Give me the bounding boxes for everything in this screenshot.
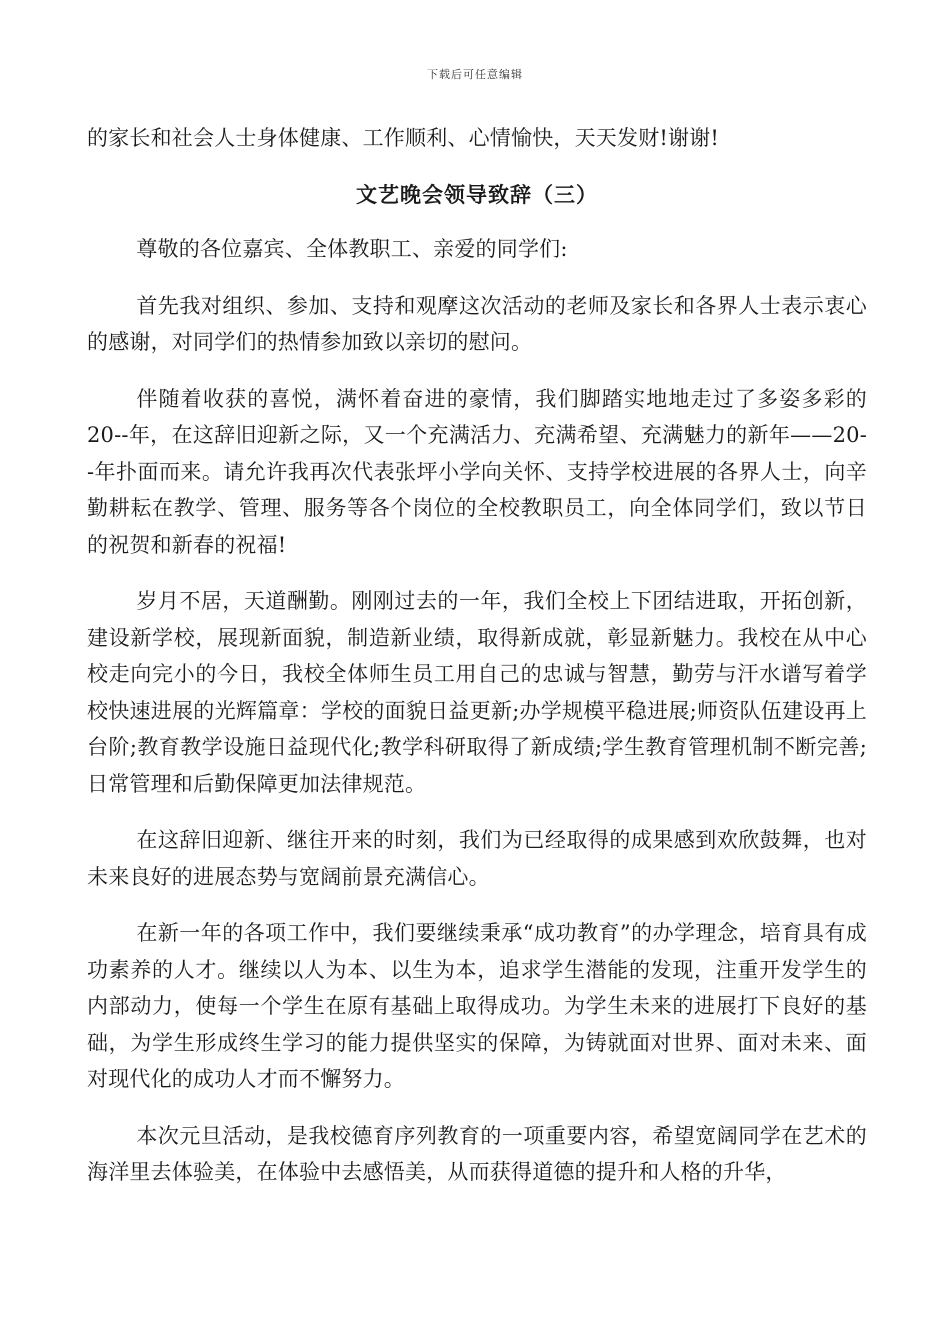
- paragraph-4: 在这辞旧迎新、继往开来的时刻，我们为已经取得的成果感到欢欣鼓舞，也对未来良好的进展态势与宽阔前景充满信心。: [87, 828, 867, 889]
- paragraph-1: 首先我对组织、参加、支持和观摩这次活动的老师及家长和各界人士表示衷心的感谢，对同学们的热情参加致以亲切的慰问。: [87, 293, 867, 354]
- paragraph-2: 伴随着收获的喜悦，满怀着奋进的豪情，我们脚踏实地地走过了多姿多彩的20--年，在这辞旧迎新之际，又一个充满活力、充满希望、充满魅力的新年——20--年扑面而来。请允许我再次代表张坪小学向关怀、支持学校进展的各界人士，向辛勤耕耘在教学、管理、服务等各个岗位的全校教职员工，向全体同学们，致以节日的祝贺和新春的祝福!: [87, 386, 867, 557]
- paragraph-5: 在新一年的各项工作中，我们要继续秉承“成功教育”的办学理念，培育具有成功素养的人才。继续以人为本、以生为本，追求学生潜能的发现，注重开发学生的内部动力，使每一个学生在原有基础上取得成功。为学生未来的进展打下良好的基础，为学生形成终生学习的能力提供坚实的保障，为铸就面对世界、面对未来、面对现代化的成功人才而不懈努力。: [87, 921, 867, 1091]
- section-title: 文艺晚会领导致辞（三）: [356, 181, 598, 207]
- document-body: [87, 120, 867, 1211]
- salutation: 尊敬的各位嘉宾、全体教职工、亲爱的同学们:: [136, 237, 568, 261]
- paragraph-6: 本次元旦活动，是我校德育序列教育的一项重要内容，希望宽阔同学在艺术的海洋里去体验美，在体验中去感悟美，从而获得道德的提升和人格的升华，: [87, 1123, 867, 1184]
- lead-line: 的家长和社会人士身体健康、工作顺利、心情愉快，天天发财!谢谢!: [87, 126, 720, 150]
- header-note: 下载后可任意编辑: [427, 68, 523, 81]
- paragraph-3: 岁月不居，天道酬勤。刚刚过去的一年，我们全校上下团结进取，开拓创新，建设新学校，展现新面貌，制造新业绩，取得新成就，彰显新魅力。我校在从中心校走向完小的今日，我校全体师生员工用自己的忠诚与智慧，勤劳与汗水谱写着学校快速进展的光辉篇章：学校的面貌日益更新;办学规模平稳进展;师资队伍建设再上台阶;教育教学设施日益现代化;教学科研取得了新成绩;学生教育管理机制不断完善;日常管理和后勤保障更加法律规范。: [87, 589, 867, 796]
